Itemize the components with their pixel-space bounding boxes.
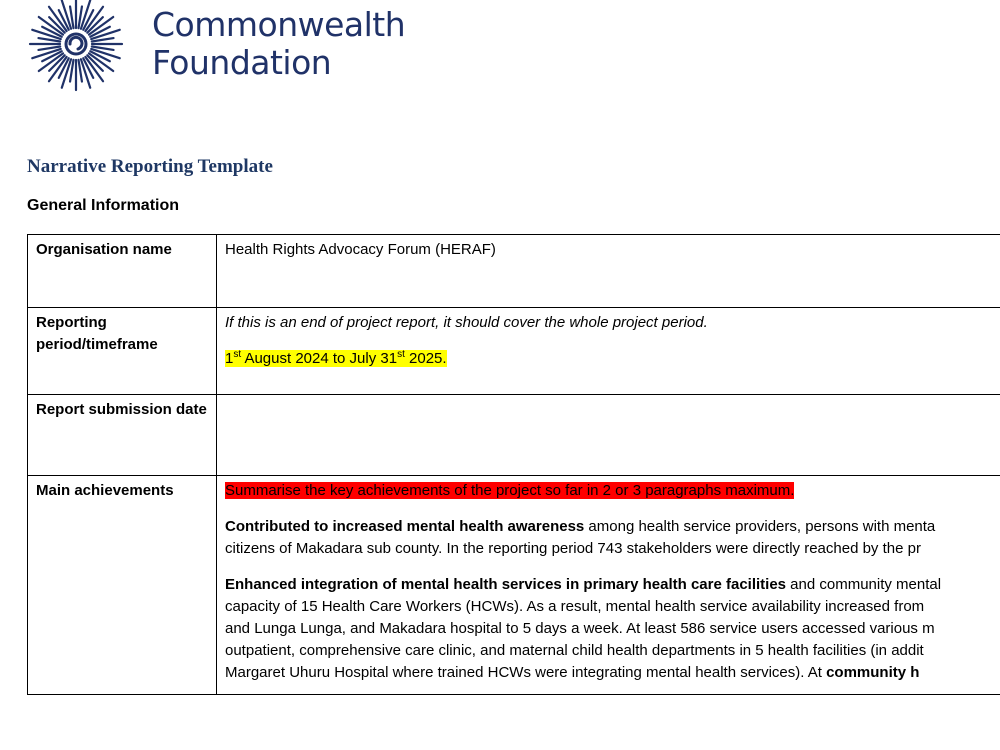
document-title: Narrative Reporting Template (27, 156, 273, 177)
table-row (28, 395, 1000, 476)
row-label: Main achievements (28, 476, 217, 695)
report-submission-date-value (217, 395, 1000, 476)
table-row (28, 308, 1000, 395)
commonwealth-foundation-logo (22, 0, 442, 92)
achievement-paragraph-2-line-2: capacity of 15 Health Care Workers (HCWs). As a result, mental health service availability increased from (225, 598, 925, 615)
section-heading: General Information (27, 197, 180, 214)
general-information-table (27, 234, 1000, 695)
table-row (28, 235, 1000, 308)
reporting-period-instruction: If this is an end of project report, it should cover the whole project period. (225, 314, 708, 331)
organisation-name-value: Health Rights Advocacy Forum (HERAF) (217, 235, 1000, 308)
main-achievements-value (217, 476, 1000, 695)
logo-line-2: Foundation (152, 43, 332, 82)
achievement-paragraph-2-line-3: and Lunga Lunga, and Makadara hospital to 5 days a week. At least 586 service users accessed various m (225, 620, 935, 637)
row-label: Report submission date (28, 395, 217, 476)
row-label: Organisation name (28, 235, 217, 308)
achievement-paragraph-2-line-1: Enhanced integration of mental health services in primary health care facilities and community mental (225, 576, 942, 593)
reporting-period-value (217, 308, 1000, 395)
achievement-paragraph-1-line-1: Contributed to increased mental health awareness among health service providers, persons with menta (225, 518, 936, 535)
achievement-paragraph-2-line-4: outpatient, comprehensive care clinic, and maternal child health departments in 5 health facilities (in addit (225, 642, 924, 659)
sunburst-logo-icon (26, 0, 126, 94)
achievement-paragraph-1-line-2: citizens of Makadara sub county. In the reporting period 743 stakeholders were directly reached by the pr (225, 540, 921, 557)
logo-wordmark (152, 6, 405, 82)
table-row (28, 476, 1000, 695)
reporting-period-dates: 1st August 2024 to July 31st 2025. (225, 349, 447, 367)
achievement-paragraph-2-line-5: Margaret Uhuru Hospital where trained HCWs were integrating mental health services). At community h (225, 664, 920, 681)
logo-line-1: Commonwealth (152, 5, 406, 44)
main-achievements-instruction: Summarise the key achievements of the project so far in 2 or 3 paragraphs maximum. (225, 482, 795, 499)
row-label: Reporting period/timeframe (28, 308, 217, 395)
